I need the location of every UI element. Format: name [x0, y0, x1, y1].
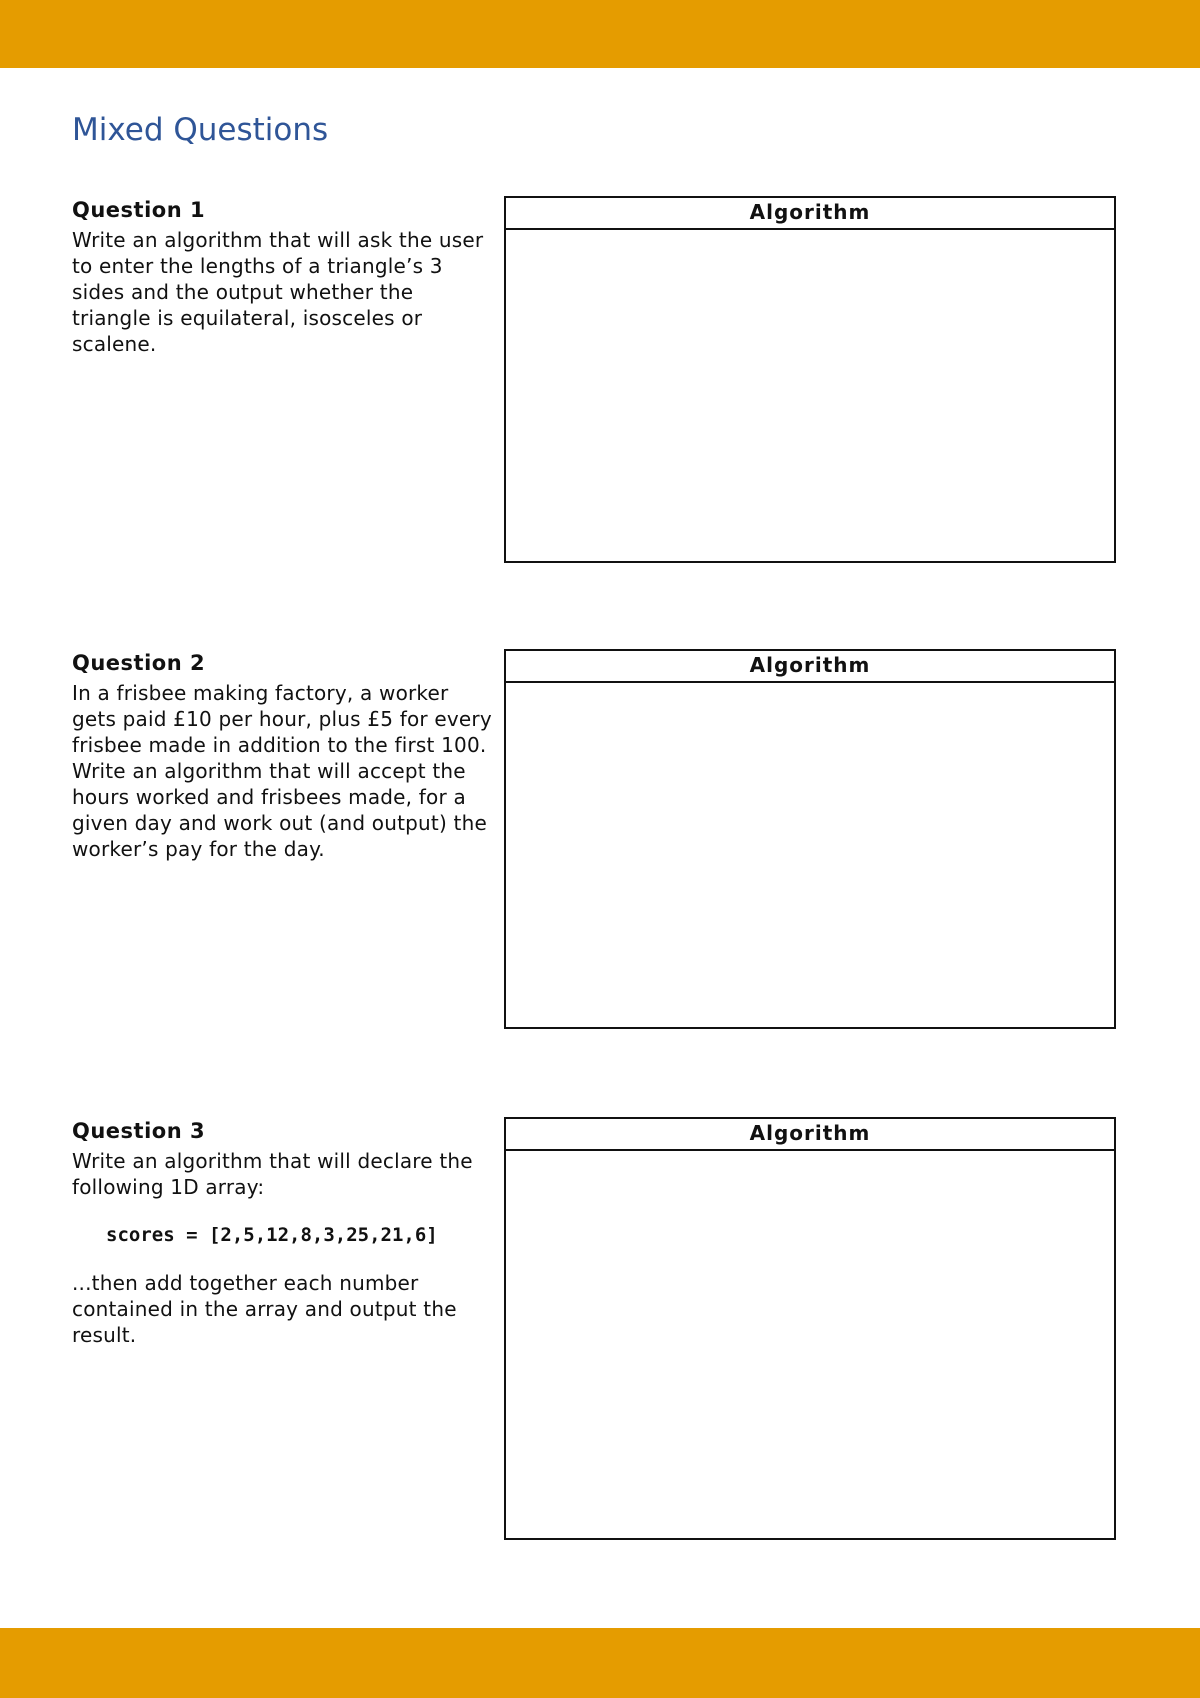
algorithm-answer-area[interactable]: [506, 683, 1114, 1027]
algorithm-box: [504, 649, 1116, 1029]
question-text: Write an algorithm that will declare the following 1D array:: [72, 1149, 473, 1199]
page-title: Mixed Questions: [72, 112, 329, 148]
code-snippet: scores = [2,5,12,8,3,25,21,6]: [106, 1224, 438, 1246]
question-2: [72, 650, 494, 862]
question-heading: Question 3: [72, 1119, 206, 1143]
question-text-after: ...then add together each number contained in the array and output the result.: [72, 1271, 457, 1347]
algorithm-box-label: Algorithm: [506, 1119, 1114, 1151]
question-3: [72, 1118, 494, 1348]
bottom-banner: [0, 1628, 1200, 1698]
question-text: In a frisbee making factory, a worker gets paid £10 per hour, plus £5 for every frisbee made in addition to the first 100. Write an algorithm that will accept the hours worked and frisbees made, for a given day and work out (and output) the worker’s pay for the day.: [72, 681, 492, 861]
algorithm-box-label: Algorithm: [506, 198, 1114, 230]
algorithm-box: [504, 1117, 1116, 1540]
algorithm-box-label: Algorithm: [506, 651, 1114, 683]
question-text: Write an algorithm that will ask the user to enter the lengths of a triangle’s 3 sides and the output whether the triangle is equilateral, isosceles or scalene.: [72, 228, 484, 356]
algorithm-answer-area[interactable]: [506, 230, 1114, 561]
algorithm-box: [504, 196, 1116, 563]
algorithm-answer-area[interactable]: [506, 1151, 1114, 1538]
question-1: [72, 197, 494, 357]
question-heading: Question 2: [72, 651, 206, 675]
question-heading: Question 1: [72, 198, 206, 222]
top-banner: [0, 0, 1200, 68]
